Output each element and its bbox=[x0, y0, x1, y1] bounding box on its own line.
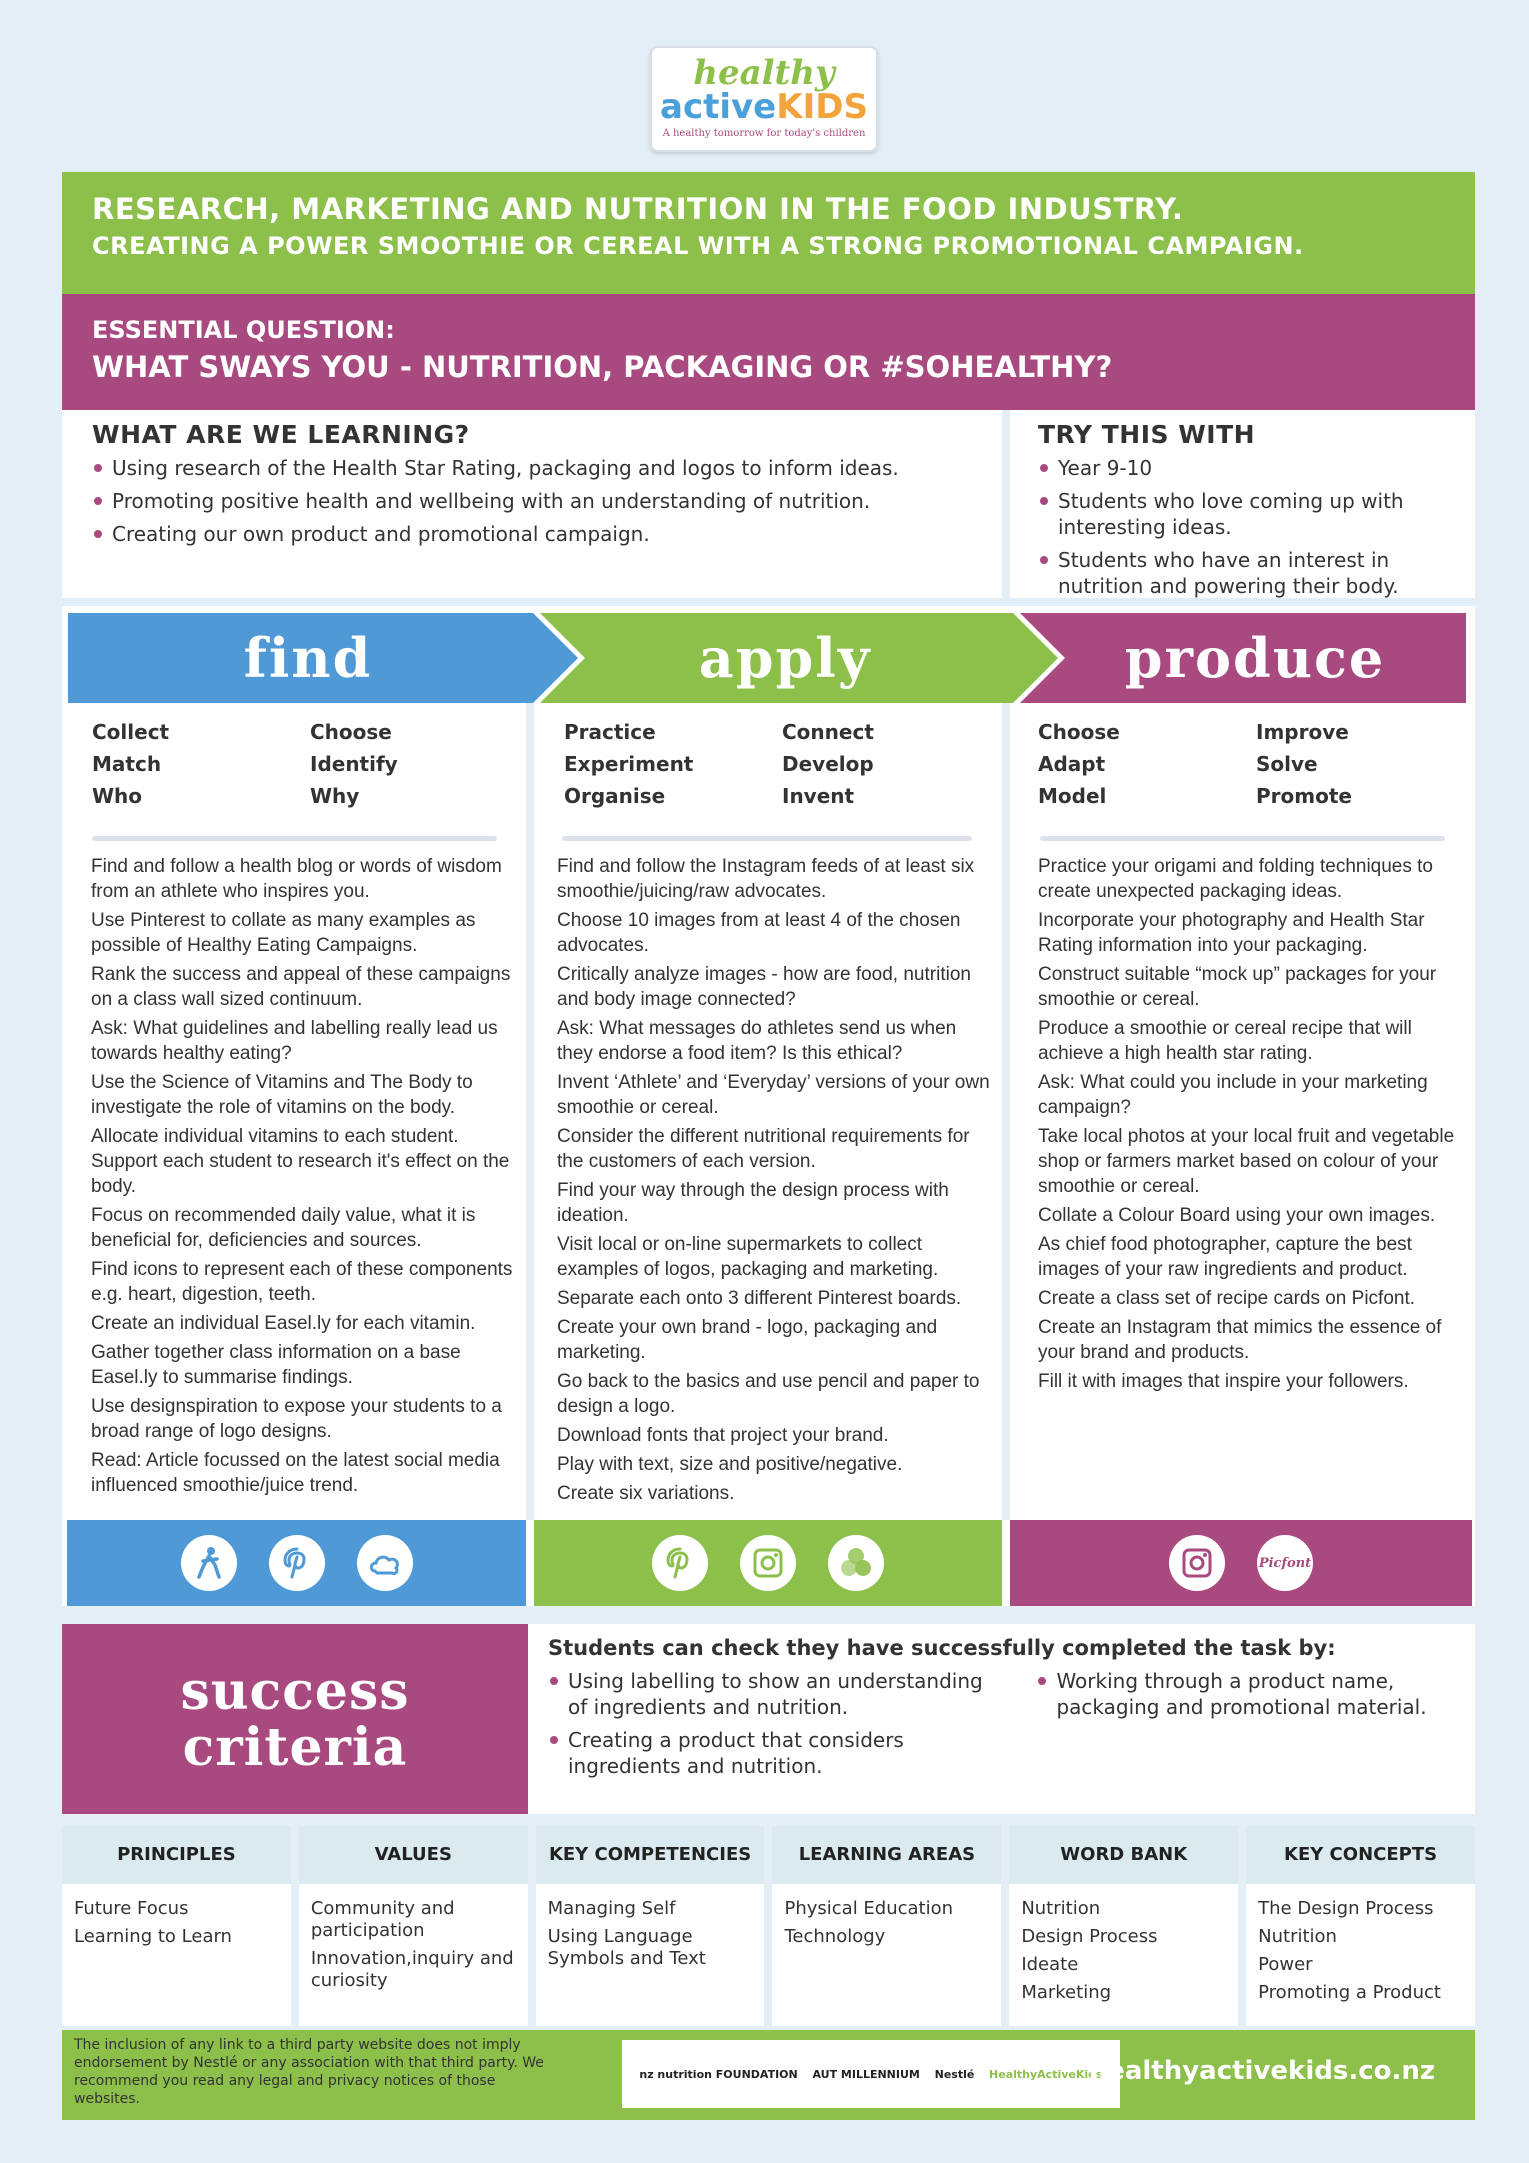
table-cell: Managing Self bbox=[547, 1898, 676, 1919]
learning-section bbox=[62, 410, 1002, 598]
table-cell: The Design Process bbox=[1258, 1898, 1434, 1919]
instagram-icon[interactable] bbox=[740, 1535, 796, 1591]
produce-icon-bar bbox=[1010, 1520, 1472, 1606]
task-item: Choose 10 images from at least 4 of the chosen advocates. bbox=[557, 910, 961, 956]
partner-logos bbox=[622, 2040, 1120, 2108]
success-title-line1: success bbox=[180, 1661, 410, 1722]
verb: Organise bbox=[564, 784, 666, 808]
list-item: Students who love coming up with interesting ideas. bbox=[1038, 488, 1447, 540]
produce-verbs bbox=[1038, 720, 1456, 808]
table-cell: Power bbox=[1258, 1954, 1313, 1975]
task-item: Rank the success and appeal of these campaigns on a class wall sized continuum. bbox=[91, 964, 511, 1010]
table-cell: Innovation,inquiry and curiosity bbox=[310, 1948, 514, 1991]
table-cell: Technology bbox=[784, 1926, 886, 1947]
verb: Collect bbox=[92, 720, 170, 744]
task-item: Use Pinterest to collate as many examples as possible of Healthy Eating Campaigns. bbox=[91, 910, 476, 956]
task-item: Gather together class information on a base Easel.ly to summarise findings. bbox=[91, 1342, 461, 1388]
table-column-key-competencies bbox=[536, 1826, 765, 2026]
success-criteria-title bbox=[62, 1624, 528, 1814]
task-item: Use designspiration to expose your students to a broad range of logo designs. bbox=[91, 1396, 502, 1442]
apply-title: apply bbox=[698, 626, 872, 690]
produce-tasks bbox=[1038, 854, 1463, 1398]
task-item: Allocate individual vitamins to each student. Support each student to research it's effect on the body. bbox=[91, 1126, 510, 1197]
list-item: Creating our own product and promotional campaign. bbox=[92, 521, 972, 547]
verb: Match bbox=[92, 752, 162, 776]
easelly-icon[interactable] bbox=[357, 1535, 413, 1591]
list-item: Using labelling to show an understanding of ingredients and nutrition. bbox=[548, 1668, 1006, 1720]
verb: Adapt bbox=[1038, 752, 1106, 776]
try-this-section bbox=[1010, 410, 1475, 598]
task-item: Read: Article focussed on the latest social media influenced smoothie/juice trend. bbox=[91, 1450, 500, 1496]
task-item: Ask: What messages do athletes send us when they endorse a food item? Is this ethical? bbox=[557, 1018, 957, 1064]
try-this-heading: TRY THIS WITH bbox=[1038, 420, 1256, 449]
pinterest-icon[interactable] bbox=[652, 1535, 708, 1591]
verb: Connect bbox=[782, 720, 874, 744]
page-title: RESEARCH, MARKETING AND NUTRITION IN THE FOOD INDUSTRY. bbox=[92, 192, 1184, 226]
table-column-values bbox=[299, 1826, 528, 2026]
task-item: Find and follow the Instagram feeds of at least six smoothie/juicing/raw advocates. bbox=[557, 856, 975, 902]
task-item: Practice your origami and folding techniques to create unexpected packaging ideas. bbox=[1038, 856, 1434, 902]
table-cell: Learning to Learn bbox=[74, 1926, 232, 1947]
table-cell: Nutrition bbox=[1021, 1898, 1101, 1919]
divider-rule bbox=[92, 836, 497, 841]
table-cell: Promoting a Product bbox=[1258, 1982, 1441, 2003]
table-header: LEARNING AREAS bbox=[772, 1826, 1001, 1884]
verb: Improve bbox=[1256, 720, 1349, 744]
task-item: Go back to the basics and use pencil and paper to design a logo. bbox=[557, 1371, 980, 1417]
table-cell: Future Focus bbox=[74, 1898, 189, 1919]
verb: Develop bbox=[782, 752, 874, 776]
disclaimer: The inclusion of any link to a third party website does not imply endorsement by Nestlé or any association with that third party. We recommend you read any legal and privacy notices of those websites. bbox=[74, 2037, 544, 2107]
task-item: Download fonts that project your brand. bbox=[557, 1425, 889, 1446]
nestle-logo: Nestlé bbox=[934, 2067, 975, 2081]
instagram-icon[interactable] bbox=[1169, 1535, 1225, 1591]
task-item: Incorporate your photography and Health Star Rating information into your packaging. bbox=[1038, 910, 1425, 956]
list-item: Year 9-10 bbox=[1038, 455, 1447, 481]
table-cell: Design Process bbox=[1021, 1926, 1158, 1947]
healthy-active-kids-logo bbox=[650, 46, 878, 152]
verb: Practice bbox=[564, 720, 656, 744]
table-column-key-concepts bbox=[1246, 1826, 1475, 2026]
website-link[interactable]: healthyactivekids.co.nz bbox=[1088, 2056, 1435, 2086]
task-item: As chief food photographer, capture the best images of your raw ingredients and product. bbox=[1038, 1234, 1412, 1280]
success-heading: Students can check they have successfully completed the task by: bbox=[548, 1636, 1336, 1660]
athlete-icon[interactable] bbox=[181, 1535, 237, 1591]
table-column-principles bbox=[62, 1826, 291, 2026]
curriculum-table bbox=[62, 1826, 1475, 2026]
task-item: Produce a smoothie or cereal recipe that will achieve a high health star rating. bbox=[1038, 1018, 1412, 1064]
task-item: Construct suitable “mock up” packages for your smoothie or cereal. bbox=[1038, 964, 1437, 1010]
task-item: Consider the different nutritional requirements for the customers of each version. bbox=[557, 1126, 970, 1172]
table-header: PRINCIPLES bbox=[62, 1826, 291, 1884]
task-item: Find icons to represent each of these components e.g. heart, digestion, teeth. bbox=[91, 1259, 513, 1305]
apply-icon-bar bbox=[534, 1520, 1002, 1606]
picfont-icon[interactable] bbox=[1257, 1535, 1313, 1591]
table-column-learning-areas bbox=[772, 1826, 1001, 2026]
task-item: Ask: What guidelines and labelling really lead us towards healthy eating? bbox=[91, 1018, 498, 1064]
page-subtitle: CREATING A POWER SMOOTHIE OR CEREAL WITH A STRONG PROMOTIONAL CAMPAIGN. bbox=[92, 232, 1304, 260]
task-item: Create an Instagram that mimics the essence of your brand and products. bbox=[1038, 1317, 1442, 1363]
table-header: KEY CONCEPTS bbox=[1246, 1826, 1475, 1884]
find-icon-bar bbox=[67, 1520, 526, 1606]
task-item: Use the Science of Vitamins and The Body to investigate the role of vitamins on the body. bbox=[91, 1072, 473, 1118]
find-title: find bbox=[243, 626, 373, 690]
divider-rule bbox=[1040, 836, 1445, 841]
apply-tasks bbox=[557, 854, 995, 1510]
task-item: Critically analyze images - how are food, nutrition and body image connected? bbox=[557, 964, 971, 1010]
healthy-active-kids-small-logo: HealthyActiveKids bbox=[989, 2067, 1103, 2081]
essential-question-band bbox=[62, 294, 1475, 410]
success-list-left bbox=[548, 1668, 1006, 1786]
try-this-list bbox=[1038, 455, 1447, 599]
verb: Why bbox=[310, 784, 360, 808]
table-column-word-bank bbox=[1009, 1826, 1238, 2026]
find-tasks bbox=[91, 854, 519, 1502]
picfont-label: Picfont bbox=[1258, 1555, 1312, 1571]
task-item: Find and follow a health blog or words of wisdom from an athlete who inspires you. bbox=[91, 856, 502, 902]
produce-title: produce bbox=[1124, 626, 1386, 690]
success-title-line2: criteria bbox=[182, 1717, 408, 1778]
verb: Experiment bbox=[564, 752, 694, 776]
success-list-right bbox=[1036, 1668, 1455, 1786]
task-item: Take local photos at your local fruit and vegetable shop or farmers market based on colour of your smoothie or cereal. bbox=[1038, 1126, 1455, 1197]
learning-list bbox=[92, 455, 972, 547]
logo-line1: healthy bbox=[693, 53, 835, 93]
task-item: Create your own brand - logo, packaging and marketing. bbox=[557, 1317, 938, 1363]
task-item: Create six variations. bbox=[557, 1483, 735, 1504]
task-item: Collate a Colour Board using your own images. bbox=[1038, 1205, 1436, 1226]
verb: Choose bbox=[1038, 720, 1120, 744]
title-band bbox=[62, 172, 1475, 294]
table-header: VALUES bbox=[299, 1826, 528, 1884]
list-item: Promoting positive health and wellbeing with an understanding of nutrition. bbox=[92, 488, 972, 514]
list-item: Students who have an interest in nutrition and powering their body. bbox=[1038, 547, 1447, 599]
table-cell: Nutrition bbox=[1258, 1926, 1337, 1947]
list-item: Working through a product name, packaging and promotional material. bbox=[1036, 1668, 1455, 1720]
task-item: Focus on recommended daily value, what it is beneficial for, deficiencies and sources. bbox=[91, 1205, 476, 1251]
column-divider bbox=[1002, 700, 1010, 1520]
task-item: Fill it with images that inspire your followers. bbox=[1038, 1371, 1409, 1392]
table-cell: Physical Education bbox=[784, 1898, 954, 1919]
logo-tagline: A healthy tomorrow for today's children bbox=[662, 128, 866, 139]
verb: Choose bbox=[310, 720, 392, 744]
verb: Who bbox=[92, 784, 143, 808]
table-header: KEY COMPETENCIES bbox=[536, 1826, 765, 1884]
table-cell: Marketing bbox=[1021, 1982, 1112, 2003]
verb: Promote bbox=[1256, 784, 1352, 808]
task-item: Play with text, size and positive/negative. bbox=[557, 1454, 903, 1475]
footer bbox=[62, 2030, 1475, 2120]
essential-question-label: ESSENTIAL QUESTION: bbox=[92, 316, 395, 344]
list-item: Using research of the Health Star Rating, packaging and logos to inform ideas. bbox=[92, 455, 972, 481]
essential-question: WHAT SWAYS YOU - NUTRITION, PACKAGING OR #SOHEALTHY? bbox=[92, 350, 1113, 384]
verb: Model bbox=[1038, 784, 1107, 808]
task-item: Ask: What could you include in your marketing campaign? bbox=[1038, 1072, 1428, 1118]
task-item: Separate each onto 3 different Pinterest boards. bbox=[557, 1288, 962, 1309]
verb: Solve bbox=[1256, 752, 1318, 776]
list-item: Creating a product that considers ingredients and nutrition. bbox=[548, 1727, 1006, 1779]
design-process-icon[interactable] bbox=[828, 1535, 884, 1591]
task-item: Visit local or on-line supermarkets to collect examples of logos, packaging and marketing. bbox=[557, 1234, 939, 1280]
learning-heading: WHAT ARE WE LEARNING? bbox=[92, 420, 470, 449]
pinterest-icon[interactable] bbox=[269, 1535, 325, 1591]
table-cell: Using Language Symbols and Text bbox=[547, 1926, 706, 1969]
task-item: Create an individual Easel.ly for each vitamin. bbox=[91, 1313, 476, 1334]
column-divider bbox=[526, 700, 534, 1520]
task-item: Find your way through the design process with ideation. bbox=[557, 1180, 949, 1226]
table-cell: Ideate bbox=[1021, 1954, 1079, 1975]
aut-millennium-logo: AUT MILLENNIUM bbox=[812, 2067, 920, 2081]
task-item: Invent ‘Athlete’ and ‘Everyday’ versions of your own smoothie or cereal. bbox=[557, 1072, 990, 1118]
table-header: WORD BANK bbox=[1009, 1826, 1238, 1884]
verb: Identify bbox=[310, 752, 398, 776]
task-item: Create a class set of recipe cards on Picfont. bbox=[1038, 1288, 1416, 1309]
divider-rule bbox=[562, 836, 972, 841]
apply-verbs bbox=[564, 720, 982, 808]
find-verbs bbox=[92, 720, 510, 808]
success-criteria-content bbox=[528, 1624, 1475, 1814]
verb: Invent bbox=[782, 784, 855, 808]
table-cell: Community and participation bbox=[310, 1898, 455, 1941]
logo-line2: activeKIDS bbox=[660, 87, 868, 127]
nz-nutrition-foundation-logo: nz nutrition FOUNDATION bbox=[639, 2067, 798, 2081]
